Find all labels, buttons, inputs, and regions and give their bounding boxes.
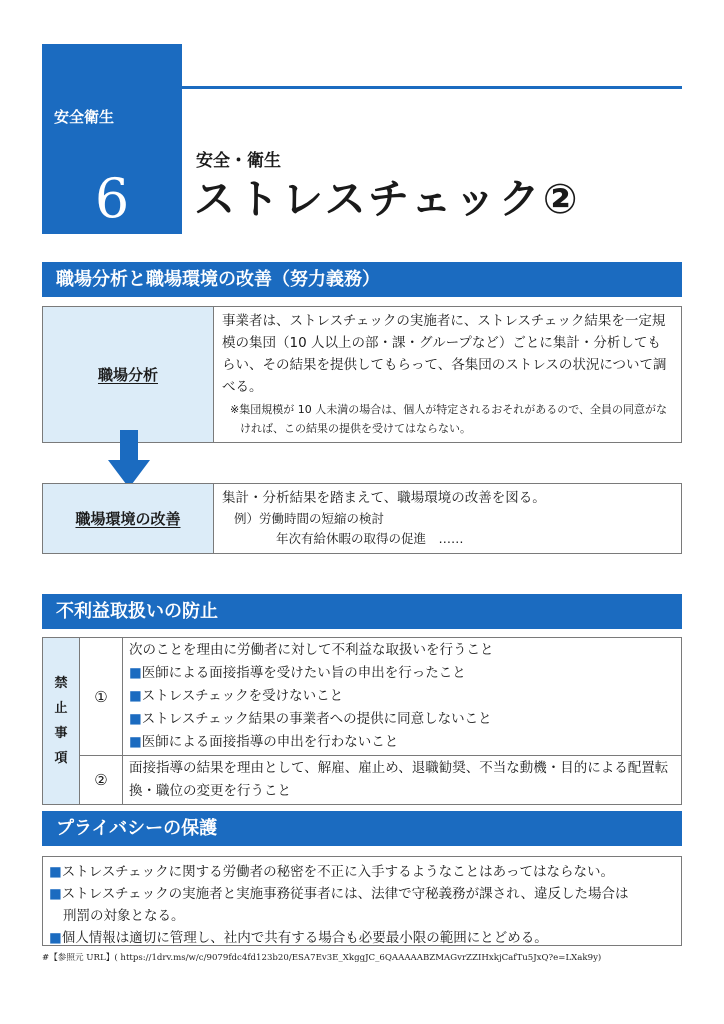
section-heading-disadvantage-prevention: 不利益取扱いの防止 [42,594,682,629]
list-item: ■ストレスチェック結果の事業者への提供に同意しないこと [129,711,492,727]
square-bullet-icon: ■ [49,930,62,946]
list-item-continuation: 刑罰の対象となる。 [63,908,185,924]
page-subtitle: 安全・衛生 [196,151,281,171]
environment-improvement-text: 集計・分析結果を踏まえて、職場環境の改善を図る。 [222,490,546,506]
section-heading-privacy: プライバシーの保護 [42,811,682,846]
privacy-box [42,856,682,946]
workplace-analysis-text: 事業者は、ストレスチェックの実施者に、ストレスチェック結果を一定規模の集団（10 人以上の部・課・グループなど）ごとに集計・分析してもらい、その結果を提供してもらって、各集団のストレスの状況について調べる。 [222,313,667,395]
list-item: ■ストレスチェックの実施者と実施事務従事者には、法律で守秘義務が課され、違反した場合は [49,886,629,902]
list-item: ■医師による面接指導の申出を行わないこと [129,734,399,750]
item-number-1: ① [80,638,123,756]
square-bullet-icon: ■ [49,864,62,880]
prohibited-item-2: 面接指導の結果を理由として、解雇、雇止め、退職勧奨、不当な動機・目的による配置転換・職位の変更を行うこと [123,756,682,805]
list-item: ■ストレスチェックに関する労働者の秘密を不正に入手するようなことはあってはならない。 [49,864,615,880]
environment-improvement-table [42,483,682,554]
prohibited-item-1-intro: 次のことを理由に労働者に対して不利益な取扱いを行うこと [129,642,494,658]
square-bullet-icon: ■ [129,665,142,681]
workplace-analysis-desc [214,307,682,443]
page-title: ストレスチェック② [194,175,581,223]
workplace-analysis-table [42,306,682,443]
square-bullet-icon: ■ [129,711,142,727]
example-line-1: 例）労働時間の短縮の検討 [234,511,385,526]
section-heading-workplace-analysis: 職場分析と職場環境の改善（努力義務） [42,262,682,297]
list-item: ■ストレスチェックを受けないこと [129,688,344,704]
item-number-2: ② [80,756,123,805]
chapter-box [42,44,182,234]
prohibited-items-label: 禁 止 事 項 [43,638,80,805]
square-bullet-icon: ■ [129,734,142,750]
prohibited-items-table [42,637,682,805]
workplace-analysis-note: ※集団規模が 10 人未満の場合は、個人が特定されるおそれがあるので、全員の同意がなければ、この結果の提供を受けてはならない。 [230,403,667,435]
prohibited-item-1 [123,638,682,756]
example-line-2: 年次有給休暇の取得の促進 …… [276,531,464,546]
chapter-number: 6 [94,167,130,230]
square-bullet-icon: ■ [49,886,62,902]
list-item: ■個人情報は適切に管理し、社内で共有する場合も必要最小限の範囲にとどめる。 [49,930,548,946]
environment-improvement-desc [214,484,682,554]
source-reference: #【参照元 URL】( https://1drv.ms/w/c/9079fdc4fd123b20/ESA7Ev3E_XkggJC_6QAAAAABZMAGvrZZIHxkjCafTu5JxQ?e=LXak9y) [42,953,602,963]
workplace-analysis-label: 職場分析 [43,307,214,443]
chapter-category: 安全衛生 [54,108,115,126]
list-item: ■医師による面接指導を受けたい旨の申出を行ったこと [129,665,466,681]
square-bullet-icon: ■ [129,688,142,704]
header-rule [182,86,682,89]
down-arrow-icon [108,430,150,488]
environment-improvement-label: 職場環境の改善 [43,484,214,554]
